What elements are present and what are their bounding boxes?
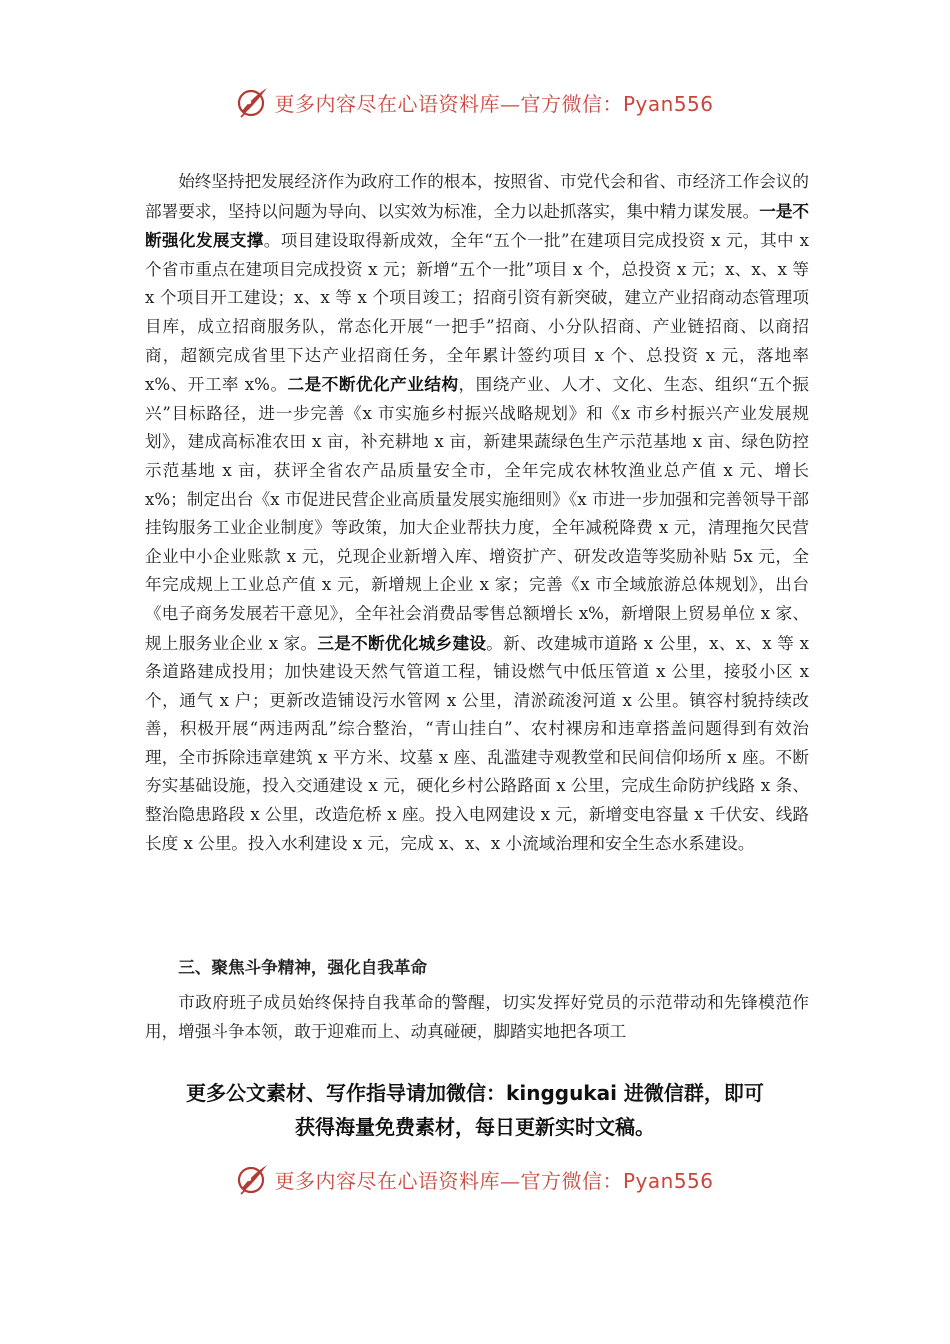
point2-text: ，围绕产业、人才、文化、生态、组织“五个振兴”目标路径，进一步完善《x 市实施乡村振兴战略规划》和《x 市乡村振兴产业发展规划》，建成高标准农田 x 亩，补充耕地 x 亩，新建果蔬绿色生产示范基地 x 亩、绿色防控示范基地 x 亩，获评全省农产品质量安全市，全年完成农林牧渔业总产值 x 元、增长 x%；制定出台《x 市促进民营企业高质量发展实施细则》《x 市进一步加强和完善领导干部挂钩服务工业企业制度》等政策，加大企业帮扶力度，全年减税降费 x 元，清理拖欠民营企业中小企业账款 x 元，兑现企业新增入库、增资扩产、研发改造等奖励补贴 5x 元，全年完成规上工业总产值 x 元，新增规上企业 x 家；完善《x 市全域旅游总体规划》，出台《电子商务发展若干意见》，全年社会消费品零售总额增长 x%，新增限上贸易单位 x 家、规上服务业企业 x 家。 [145,375,810,653]
promo-notice [100,1076,850,1144]
banner-official-label: 官方微信： [520,1168,623,1193]
point3-text: 。新、改建城市道路 x 公里，x、x、x 等 x 条道路建成投用；加快建设天然气管道工程，铺设燃气中低压管道 x 公里，接驳小区 x 个，通气 x 户；更新改造铺设污水管网 x 公里，清淤疏浚河道 x 公里。镇容村貌持续改善，积极开展“两违两乱”综合整治，“青山挂白”、农村裸房和违章搭盖问题得到有效治理，全市拆除违章建筑 x 平方米、坟墓 x 座、乱滥建寺观教堂和民间信仰场所 x 座。不断夯实基础设施，投入交通建设 x 元，硬化乡村公路路面 x 公里，完成生命防护线路 x 条、整治隐患路段 x 公里，改造危桥 x 座。投入电网建设 x 元，新增变电容量 x 千伏安、线路长度 x 公里。投入水利建设 x 元，完成 x、x、x 小流域治理和安全生态水系建设。 [145,633,809,853]
promo-line-2: 获得海量免费素材，每日更新实时文稿。 [295,1115,655,1139]
point1-title: 一是不断强化发展支撑 [145,200,810,251]
banner-wechat-id: Pyan556 [622,91,714,116]
banner-wechat-id: Pyan556 [622,1168,714,1193]
section-heading-3: 三、聚焦斗争精神，强化自我革命 [178,957,428,977]
header-banner [0,80,950,124]
point3-title: 三是不断优化城乡建设 [317,632,487,653]
footer-banner [0,1157,950,1201]
paragraph-intro: 始终坚持把发展经济作为政府工作的根本，按照省、市党代会和省、市经济工作会议的部署要求，坚持以问题为导向、以实效为标准，全力以赴抓落实，集中精力谋发展。 [145,172,809,221]
banner-separator: — [499,91,521,116]
point2-title: 二是不断优化产业结构 [287,374,459,395]
point1-text: 。项目建设取得新成效，全年“五个一批”在建项目完成投资 x 元，其中 x 个省市重点在建项目完成投资 x 元；新增“五个一批”项目 x 个，总投资 x 元；x、x、x 等 x 个项目开工建设；x、x 等 x 个项目竣工；招商引资有新突破，建立产业招商动态管理项目库，成立招商服务队，常态化开展“一把手”招商、小分队招商、产业链招商、以商招商，超额完成省里下达产业招商任务，全年累计签约项目 x 个、总投资 x 元，落地率 x%、开工率 x%。 [145,231,810,395]
body-paragraph-2: 市政府班子成员始终保持自我革命的警醒，切实发挥好党员的示范带动和先锋模范作用，增强斗争本领，敢于迎难而上、动真碰硬，脚踏实地把各项工 [145,993,809,1041]
promo-line-1: 更多公文素材、写作指导请加微信：kinggukai 进微信群，即可 [186,1081,764,1105]
banner-separator: — [499,1168,521,1193]
banner-official-label: 官方微信： [520,91,623,116]
body-paragraph-1 [145,168,809,858]
banner-text [274,88,713,117]
banner-text [274,1165,713,1194]
pen-quill-logo-icon [236,1162,270,1196]
pen-quill-logo-icon [236,85,270,119]
banner-prefix: 更多内容尽在心语资料库 [274,91,500,116]
banner-prefix: 更多内容尽在心语资料库 [274,1168,500,1193]
